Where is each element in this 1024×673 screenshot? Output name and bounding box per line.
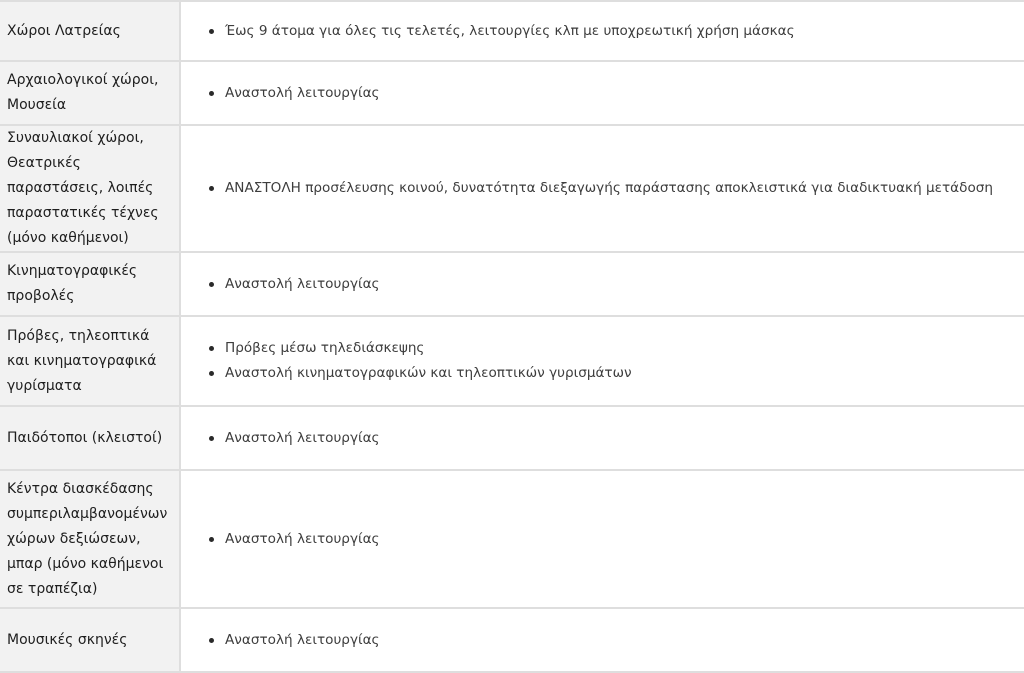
list-item: Πρόβες μέσω τηλεδιάσκεψης [225, 336, 1024, 361]
list-item: Έως 9 άτομα για όλες τις τελετές, λειτουργίες κλπ με υποχρεωτική χρήση μάσκας [225, 19, 1024, 44]
measures-list [181, 336, 1024, 386]
category-cell: Κινηματογραφικές προβολές [0, 252, 180, 316]
measures-list [181, 628, 1024, 653]
table-row [0, 125, 1024, 252]
category-cell: Χώροι Λατρείας [0, 1, 180, 61]
table-row [0, 61, 1024, 125]
table-row [0, 1, 1024, 61]
measures-cell [180, 316, 1024, 406]
table-row [0, 406, 1024, 470]
measures-list [181, 272, 1024, 297]
list-item: Αναστολή λειτουργίας [225, 272, 1024, 297]
measures-cell [180, 1, 1024, 61]
table-row [0, 470, 1024, 608]
category-cell: Συναυλιακοί χώροι, Θεατρικές παραστάσεις, λοιπές παραστατικές τέχνες (μόνο καθήμενοι) [0, 125, 180, 252]
list-item: Αναστολή λειτουργίας [225, 527, 1024, 552]
measures-list [181, 527, 1024, 552]
table-row [0, 608, 1024, 672]
measures-cell [180, 406, 1024, 470]
measures-cell [180, 470, 1024, 608]
table-row [0, 252, 1024, 316]
list-item: Αναστολή λειτουργίας [225, 426, 1024, 451]
measures-list [181, 426, 1024, 451]
category-cell: Παιδότοποι (κλειστοί) [0, 406, 180, 470]
table-row [0, 316, 1024, 406]
measures-cell [180, 608, 1024, 672]
measures-list [181, 19, 1024, 44]
list-item: Αναστολή λειτουργίας [225, 628, 1024, 653]
category-cell: Μουσικές σκηνές [0, 608, 180, 672]
measures-cell [180, 252, 1024, 316]
measures-cell [180, 61, 1024, 125]
list-item: Αναστολή κινηματογραφικών και τηλεοπτικών γυρισμάτων [225, 361, 1024, 386]
measures-list [181, 81, 1024, 106]
list-item: ΑΝΑΣΤΟΛΗ προσέλευσης κοινού, δυνατότητα διεξαγωγής παράστασης αποκλειστικά για διαδικτυακή μετάδοση [225, 176, 1024, 201]
measures-list [181, 176, 1024, 201]
category-cell: Κέντρα διασκέδασης συμπεριλαμβανομένων χώρων δεξιώσεων, μπαρ (μόνο καθήμενοι σε τραπέζια) [0, 470, 180, 608]
list-item: Αναστολή λειτουργίας [225, 81, 1024, 106]
category-cell: Πρόβες, τηλεοπτικά και κινηματογραφικά γυρίσματα [0, 316, 180, 406]
measures-cell [180, 125, 1024, 252]
category-cell: Αρχαιολογικοί χώροι, Μουσεία [0, 61, 180, 125]
